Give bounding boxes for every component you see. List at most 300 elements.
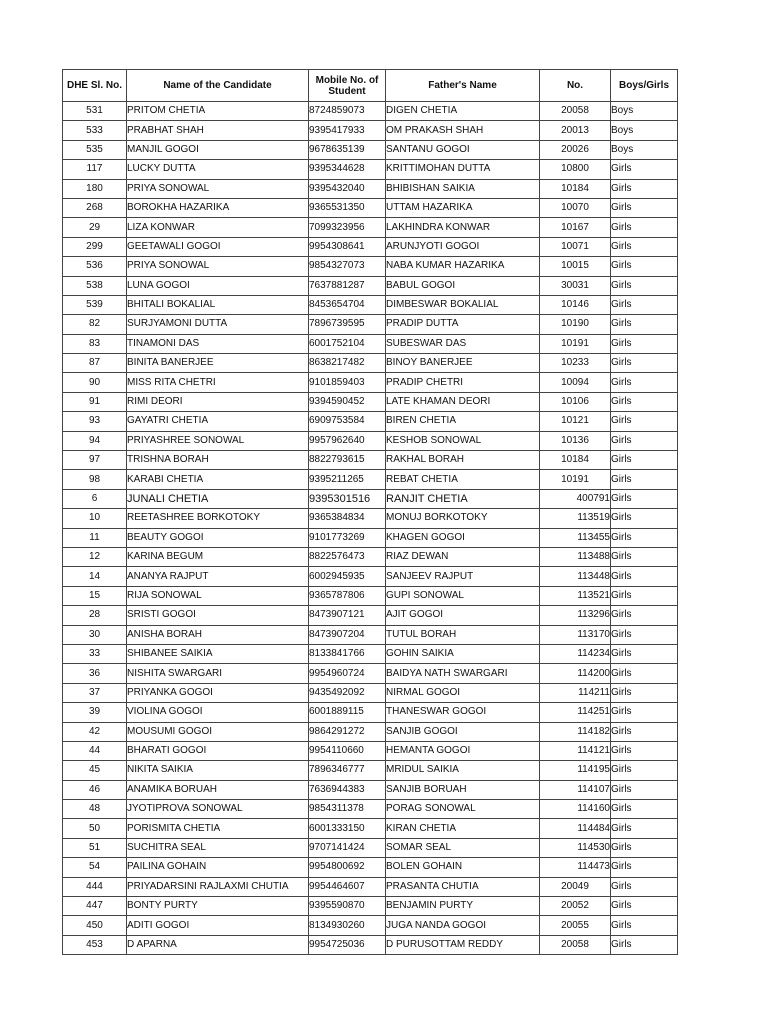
cell-no: 20058 — [540, 935, 611, 954]
cell-sl-no: 15 — [63, 586, 127, 605]
cell-father-name: BABUL GOGOI — [386, 276, 540, 295]
cell-mobile: 9954725036 — [309, 935, 386, 954]
table-row — [63, 354, 678, 373]
cell-father-name: NABA KUMAR HAZARIKA — [386, 257, 540, 276]
cell-candidate-name: BHARATI GOGOI — [127, 741, 309, 760]
cell-boys-girls: Girls — [611, 644, 678, 663]
table-header-row — [63, 70, 678, 102]
table-row — [63, 257, 678, 276]
cell-sl-no: 83 — [63, 334, 127, 353]
cell-sl-no: 299 — [63, 237, 127, 256]
cell-mobile: 9395417933 — [309, 121, 386, 140]
cell-mobile: 7637881287 — [309, 276, 386, 295]
cell-mobile: 8134930260 — [309, 916, 386, 935]
cell-no: 10136 — [540, 431, 611, 450]
cell-candidate-name: BHITALI BOKALIAL — [127, 295, 309, 314]
cell-candidate-name: REETASHREE BORKOTOKY — [127, 509, 309, 528]
cell-no: 114121 — [540, 741, 611, 760]
cell-candidate-name: GAYATRI CHETIA — [127, 412, 309, 431]
cell-candidate-name: MOUSUMI GOGOI — [127, 722, 309, 741]
cell-sl-no: 117 — [63, 160, 127, 179]
cell-mobile: 7099323956 — [309, 218, 386, 237]
cell-mobile: 7636944383 — [309, 780, 386, 799]
table-row — [63, 451, 678, 470]
cell-no: 10015 — [540, 257, 611, 276]
cell-father-name: PORAG SONOWAL — [386, 800, 540, 819]
cell-candidate-name: ANANYA RAJPUT — [127, 567, 309, 586]
cell-no: 114211 — [540, 683, 611, 702]
cell-sl-no: 36 — [63, 664, 127, 683]
table-row — [63, 606, 678, 625]
cell-no: 10106 — [540, 392, 611, 411]
table-row — [63, 470, 678, 489]
cell-sl-no: 82 — [63, 315, 127, 334]
cell-no: 20013 — [540, 121, 611, 140]
cell-mobile: 9394590452 — [309, 392, 386, 411]
cell-mobile: 9101773269 — [309, 528, 386, 547]
table-row — [63, 761, 678, 780]
cell-candidate-name: TINAMONI DAS — [127, 334, 309, 353]
cell-father-name: JUGA NANDA GOGOI — [386, 916, 540, 935]
cell-sl-no: 48 — [63, 800, 127, 819]
cell-father-name: PRADIP CHETRI — [386, 373, 540, 392]
cell-mobile: 9954308641 — [309, 237, 386, 256]
table-row — [63, 160, 678, 179]
cell-no: 114160 — [540, 800, 611, 819]
cell-no: 113488 — [540, 547, 611, 566]
cell-sl-no: 93 — [63, 412, 127, 431]
cell-boys-girls: Girls — [611, 761, 678, 780]
cell-father-name: MRIDUL SAIKIA — [386, 761, 540, 780]
cell-mobile: 8473907204 — [309, 625, 386, 644]
table-row — [63, 664, 678, 683]
cell-mobile: 9395211265 — [309, 470, 386, 489]
cell-no: 113455 — [540, 528, 611, 547]
cell-mobile: 9954800692 — [309, 858, 386, 877]
cell-candidate-name: SRISTI GOGOI — [127, 606, 309, 625]
cell-candidate-name: BOROKHA HAZARIKA — [127, 198, 309, 217]
table-row — [63, 412, 678, 431]
header-boys-girls: Boys/Girls — [611, 70, 678, 102]
cell-candidate-name: JUNALI CHETIA — [127, 489, 309, 508]
cell-no: 20055 — [540, 916, 611, 935]
cell-sl-no: 533 — [63, 121, 127, 140]
cell-no: 113448 — [540, 567, 611, 586]
cell-mobile: 6002945935 — [309, 567, 386, 586]
cell-candidate-name: LUNA GOGOI — [127, 276, 309, 295]
table-row — [63, 819, 678, 838]
table-row — [63, 625, 678, 644]
cell-mobile: 8473907121 — [309, 606, 386, 625]
header-father-name: Father's Name — [386, 70, 540, 102]
cell-no: 20052 — [540, 897, 611, 916]
cell-sl-no: 268 — [63, 198, 127, 217]
cell-candidate-name: D APARNA — [127, 935, 309, 954]
table-row — [63, 858, 678, 877]
table-row — [63, 897, 678, 916]
cell-boys-girls: Girls — [611, 741, 678, 760]
cell-mobile: 9365787806 — [309, 586, 386, 605]
cell-no: 10071 — [540, 237, 611, 256]
table-row — [63, 741, 678, 760]
cell-no: 113519 — [540, 509, 611, 528]
cell-father-name: REBAT CHETIA — [386, 470, 540, 489]
table-row — [63, 315, 678, 334]
cell-candidate-name: JYOTIPROVA SONOWAL — [127, 800, 309, 819]
cell-candidate-name: RIJA SONOWAL — [127, 586, 309, 605]
cell-no: 10190 — [540, 315, 611, 334]
cell-father-name: SANJIB GOGOI — [386, 722, 540, 741]
cell-father-name: BAIDYA NATH SWARGARI — [386, 664, 540, 683]
cell-sl-no: 535 — [63, 140, 127, 159]
cell-boys-girls: Girls — [611, 160, 678, 179]
candidate-table — [62, 69, 678, 955]
cell-boys-girls: Girls — [611, 586, 678, 605]
cell-no: 20058 — [540, 102, 611, 121]
table-row — [63, 703, 678, 722]
cell-sl-no: 54 — [63, 858, 127, 877]
cell-candidate-name: SURJYAMONI DUTTA — [127, 315, 309, 334]
cell-sl-no: 450 — [63, 916, 127, 935]
cell-sl-no: 11 — [63, 528, 127, 547]
cell-father-name: KESHOB SONOWAL — [386, 431, 540, 450]
cell-candidate-name: LIZA KONWAR — [127, 218, 309, 237]
cell-mobile: 9678635139 — [309, 140, 386, 159]
cell-sl-no: 29 — [63, 218, 127, 237]
table-row — [63, 334, 678, 353]
table-row — [63, 121, 678, 140]
table-row — [63, 722, 678, 741]
cell-boys-girls: Girls — [611, 838, 678, 857]
table-row — [63, 179, 678, 198]
header-candidate-name: Name of the Candidate — [127, 70, 309, 102]
cell-mobile: 9864291272 — [309, 722, 386, 741]
cell-sl-no: 539 — [63, 295, 127, 314]
cell-boys-girls: Girls — [611, 683, 678, 702]
cell-no: 114234 — [540, 644, 611, 663]
cell-candidate-name: KARABI CHETIA — [127, 470, 309, 489]
cell-mobile: 9395590870 — [309, 897, 386, 916]
cell-boys-girls: Girls — [611, 897, 678, 916]
cell-boys-girls: Girls — [611, 451, 678, 470]
cell-candidate-name: VIOLINA GOGOI — [127, 703, 309, 722]
cell-mobile: 8453654704 — [309, 295, 386, 314]
table-row — [63, 276, 678, 295]
cell-candidate-name: PAILINA GOHAIN — [127, 858, 309, 877]
cell-sl-no: 97 — [63, 451, 127, 470]
cell-mobile: 9395432040 — [309, 179, 386, 198]
cell-no: 400791 — [540, 489, 611, 508]
cell-boys-girls: Girls — [611, 179, 678, 198]
cell-father-name: HEMANTA GOGOI — [386, 741, 540, 760]
cell-mobile: 9954110660 — [309, 741, 386, 760]
cell-no: 114530 — [540, 838, 611, 857]
cell-boys-girls: Girls — [611, 916, 678, 935]
cell-sl-no: 531 — [63, 102, 127, 121]
table-row — [63, 683, 678, 702]
cell-boys-girls: Girls — [611, 470, 678, 489]
cell-father-name: LAKHINDRA KONWAR — [386, 218, 540, 237]
cell-father-name: RAKHAL BORAH — [386, 451, 540, 470]
cell-sl-no: 44 — [63, 741, 127, 760]
cell-mobile: 7896346777 — [309, 761, 386, 780]
cell-no: 10191 — [540, 470, 611, 489]
cell-father-name: PRADIP DUTTA — [386, 315, 540, 334]
cell-candidate-name: NISHITA SWARGARI — [127, 664, 309, 683]
cell-sl-no: 444 — [63, 877, 127, 896]
cell-no: 113296 — [540, 606, 611, 625]
cell-father-name: DIMBESWAR BOKALIAL — [386, 295, 540, 314]
cell-candidate-name: SHIBANEE SAIKIA — [127, 644, 309, 663]
cell-father-name: SOMAR SEAL — [386, 838, 540, 857]
cell-father-name: BHIBISHAN SAIKIA — [386, 179, 540, 198]
cell-mobile: 8822576473 — [309, 547, 386, 566]
header-no: No. — [540, 70, 611, 102]
cell-sl-no: 94 — [63, 431, 127, 450]
cell-candidate-name: PRIYA SONOWAL — [127, 257, 309, 276]
cell-sl-no: 87 — [63, 354, 127, 373]
cell-no: 10146 — [540, 295, 611, 314]
cell-no: 30031 — [540, 276, 611, 295]
cell-mobile: 8724859073 — [309, 102, 386, 121]
cell-mobile: 9854327073 — [309, 257, 386, 276]
table-row — [63, 102, 678, 121]
cell-father-name: KRITTIMOHAN DUTTA — [386, 160, 540, 179]
cell-sl-no: 536 — [63, 257, 127, 276]
table-row — [63, 198, 678, 217]
cell-boys-girls: Girls — [611, 373, 678, 392]
cell-sl-no: 6 — [63, 489, 127, 508]
cell-father-name: RIAZ DEWAN — [386, 547, 540, 566]
cell-no: 114473 — [540, 858, 611, 877]
cell-boys-girls: Girls — [611, 392, 678, 411]
cell-boys-girls: Girls — [611, 547, 678, 566]
table-row — [63, 373, 678, 392]
table-body — [63, 102, 678, 955]
table-row — [63, 218, 678, 237]
cell-no: 114107 — [540, 780, 611, 799]
cell-father-name: BOLEN GOHAIN — [386, 858, 540, 877]
cell-candidate-name: BEAUTY GOGOI — [127, 528, 309, 547]
cell-boys-girls: Girls — [611, 606, 678, 625]
table-row — [63, 916, 678, 935]
cell-no: 113170 — [540, 625, 611, 644]
cell-candidate-name: MISS RITA CHETRI — [127, 373, 309, 392]
table-row — [63, 586, 678, 605]
table-row — [63, 838, 678, 857]
cell-boys-girls: Girls — [611, 237, 678, 256]
cell-father-name: SANJEEV RAJPUT — [386, 567, 540, 586]
cell-boys-girls: Girls — [611, 198, 678, 217]
cell-boys-girls: Girls — [611, 800, 678, 819]
table-row — [63, 547, 678, 566]
cell-father-name: AJIT GOGOI — [386, 606, 540, 625]
cell-no: 10094 — [540, 373, 611, 392]
cell-boys-girls: Girls — [611, 625, 678, 644]
header-mobile: Mobile No. of Student — [309, 70, 386, 102]
cell-no: 10233 — [540, 354, 611, 373]
cell-candidate-name: BONTY PURTY — [127, 897, 309, 916]
cell-father-name: DIGEN CHETIA — [386, 102, 540, 121]
cell-boys-girls: Girls — [611, 858, 678, 877]
cell-candidate-name: PRIYADARSINI RAJLAXMI CHUTIA — [127, 877, 309, 896]
cell-boys-girls: Girls — [611, 509, 678, 528]
cell-sl-no: 10 — [63, 509, 127, 528]
cell-candidate-name: MANJIL GOGOI — [127, 140, 309, 159]
cell-boys-girls: Girls — [611, 780, 678, 799]
cell-no: 114484 — [540, 819, 611, 838]
cell-father-name: KIRAN CHETIA — [386, 819, 540, 838]
cell-candidate-name: PORISMITA CHETIA — [127, 819, 309, 838]
cell-sl-no: 180 — [63, 179, 127, 198]
cell-boys-girls: Girls — [611, 354, 678, 373]
cell-candidate-name: GEETAWALI GOGOI — [127, 237, 309, 256]
cell-father-name: THANESWAR GOGOI — [386, 703, 540, 722]
cell-no: 20026 — [540, 140, 611, 159]
table-row — [63, 509, 678, 528]
cell-candidate-name: ADITI GOGOI — [127, 916, 309, 935]
cell-candidate-name: PRITOM CHETIA — [127, 102, 309, 121]
cell-boys-girls: Girls — [611, 489, 678, 508]
cell-sl-no: 90 — [63, 373, 127, 392]
cell-sl-no: 45 — [63, 761, 127, 780]
header-sl-no: DHE Sl. No. — [63, 70, 127, 102]
cell-candidate-name: RIMI DEORI — [127, 392, 309, 411]
cell-mobile: 9954464607 — [309, 877, 386, 896]
cell-mobile: 9707141424 — [309, 838, 386, 857]
cell-sl-no: 51 — [63, 838, 127, 857]
cell-no: 114182 — [540, 722, 611, 741]
cell-mobile: 9365531350 — [309, 198, 386, 217]
table-row — [63, 528, 678, 547]
cell-candidate-name: PRIYA SONOWAL — [127, 179, 309, 198]
cell-mobile: 9395301516 — [309, 489, 386, 508]
cell-mobile: 6001333150 — [309, 819, 386, 838]
cell-no: 114195 — [540, 761, 611, 780]
cell-mobile: 8133841766 — [309, 644, 386, 663]
cell-boys-girls: Girls — [611, 703, 678, 722]
cell-father-name: SANJIB BORUAH — [386, 780, 540, 799]
cell-boys-girls: Girls — [611, 412, 678, 431]
cell-father-name: BIREN CHETIA — [386, 412, 540, 431]
cell-no: 113521 — [540, 586, 611, 605]
cell-no: 10800 — [540, 160, 611, 179]
table-row — [63, 567, 678, 586]
cell-no: 10070 — [540, 198, 611, 217]
table-row — [63, 237, 678, 256]
table-row — [63, 392, 678, 411]
cell-father-name: KHAGEN GOGOI — [386, 528, 540, 547]
cell-boys-girls: Girls — [611, 664, 678, 683]
cell-boys-girls: Girls — [611, 722, 678, 741]
cell-father-name: SANTANU GOGOI — [386, 140, 540, 159]
cell-candidate-name: ANAMIKA BORUAH — [127, 780, 309, 799]
cell-mobile: 9854311378 — [309, 800, 386, 819]
cell-sl-no: 447 — [63, 897, 127, 916]
cell-mobile: 7896739595 — [309, 315, 386, 334]
cell-boys-girls: Girls — [611, 257, 678, 276]
cell-no: 10184 — [540, 179, 611, 198]
cell-mobile: 6001752104 — [309, 334, 386, 353]
table-row — [63, 140, 678, 159]
cell-mobile: 9101859403 — [309, 373, 386, 392]
cell-candidate-name: PRIYANKA GOGOI — [127, 683, 309, 702]
cell-boys-girls: Girls — [611, 567, 678, 586]
cell-mobile: 9395344628 — [309, 160, 386, 179]
cell-father-name: PRASANTA CHUTIA — [386, 877, 540, 896]
cell-father-name: GUPI SONOWAL — [386, 586, 540, 605]
cell-boys-girls: Girls — [611, 431, 678, 450]
cell-sl-no: 453 — [63, 935, 127, 954]
cell-boys-girls: Boys — [611, 140, 678, 159]
table-row — [63, 295, 678, 314]
cell-boys-girls: Boys — [611, 102, 678, 121]
cell-boys-girls: Girls — [611, 295, 678, 314]
cell-no: 10167 — [540, 218, 611, 237]
cell-mobile: 8822793615 — [309, 451, 386, 470]
cell-boys-girls: Girls — [611, 218, 678, 237]
table-row — [63, 644, 678, 663]
cell-boys-girls: Girls — [611, 315, 678, 334]
cell-father-name: BINOY BANERJEE — [386, 354, 540, 373]
cell-no: 114251 — [540, 703, 611, 722]
cell-mobile: 9435492092 — [309, 683, 386, 702]
cell-candidate-name: NIKITA SAIKIA — [127, 761, 309, 780]
table-row — [63, 431, 678, 450]
table-row — [63, 935, 678, 954]
cell-boys-girls: Girls — [611, 935, 678, 954]
cell-candidate-name: ANISHA BORAH — [127, 625, 309, 644]
cell-father-name: UTTAM HAZARIKA — [386, 198, 540, 217]
cell-candidate-name: TRISHNA BORAH — [127, 451, 309, 470]
cell-mobile: 9954960724 — [309, 664, 386, 683]
cell-mobile: 8638217482 — [309, 354, 386, 373]
cell-sl-no: 50 — [63, 819, 127, 838]
table-row — [63, 489, 678, 508]
cell-boys-girls: Boys — [611, 121, 678, 140]
cell-sl-no: 28 — [63, 606, 127, 625]
cell-boys-girls: Girls — [611, 877, 678, 896]
cell-boys-girls: Girls — [611, 334, 678, 353]
cell-sl-no: 98 — [63, 470, 127, 489]
cell-boys-girls: Girls — [611, 276, 678, 295]
table-row — [63, 800, 678, 819]
cell-mobile: 6001889115 — [309, 703, 386, 722]
cell-father-name: D PURUSOTTAM REDDY — [386, 935, 540, 954]
cell-father-name: TUTUL BORAH — [386, 625, 540, 644]
cell-candidate-name: PRABHAT SHAH — [127, 121, 309, 140]
cell-father-name: NIRMAL GOGOI — [386, 683, 540, 702]
cell-no: 10121 — [540, 412, 611, 431]
cell-mobile: 6909753584 — [309, 412, 386, 431]
table-row — [63, 877, 678, 896]
cell-father-name: LATE KHAMAN DEORI — [386, 392, 540, 411]
cell-father-name: MONUJ BORKOTOKY — [386, 509, 540, 528]
table-row — [63, 780, 678, 799]
cell-candidate-name: PRIYASHREE SONOWAL — [127, 431, 309, 450]
cell-father-name: RANJIT CHETIA — [386, 489, 540, 508]
cell-candidate-name: KARINA BEGUM — [127, 547, 309, 566]
cell-sl-no: 46 — [63, 780, 127, 799]
cell-mobile: 9957962640 — [309, 431, 386, 450]
cell-sl-no: 39 — [63, 703, 127, 722]
cell-sl-no: 42 — [63, 722, 127, 741]
cell-father-name: BENJAMIN PURTY — [386, 897, 540, 916]
cell-sl-no: 37 — [63, 683, 127, 702]
cell-boys-girls: Girls — [611, 528, 678, 547]
cell-father-name: GOHIN SAIKIA — [386, 644, 540, 663]
cell-father-name: OM PRAKASH SHAH — [386, 121, 540, 140]
